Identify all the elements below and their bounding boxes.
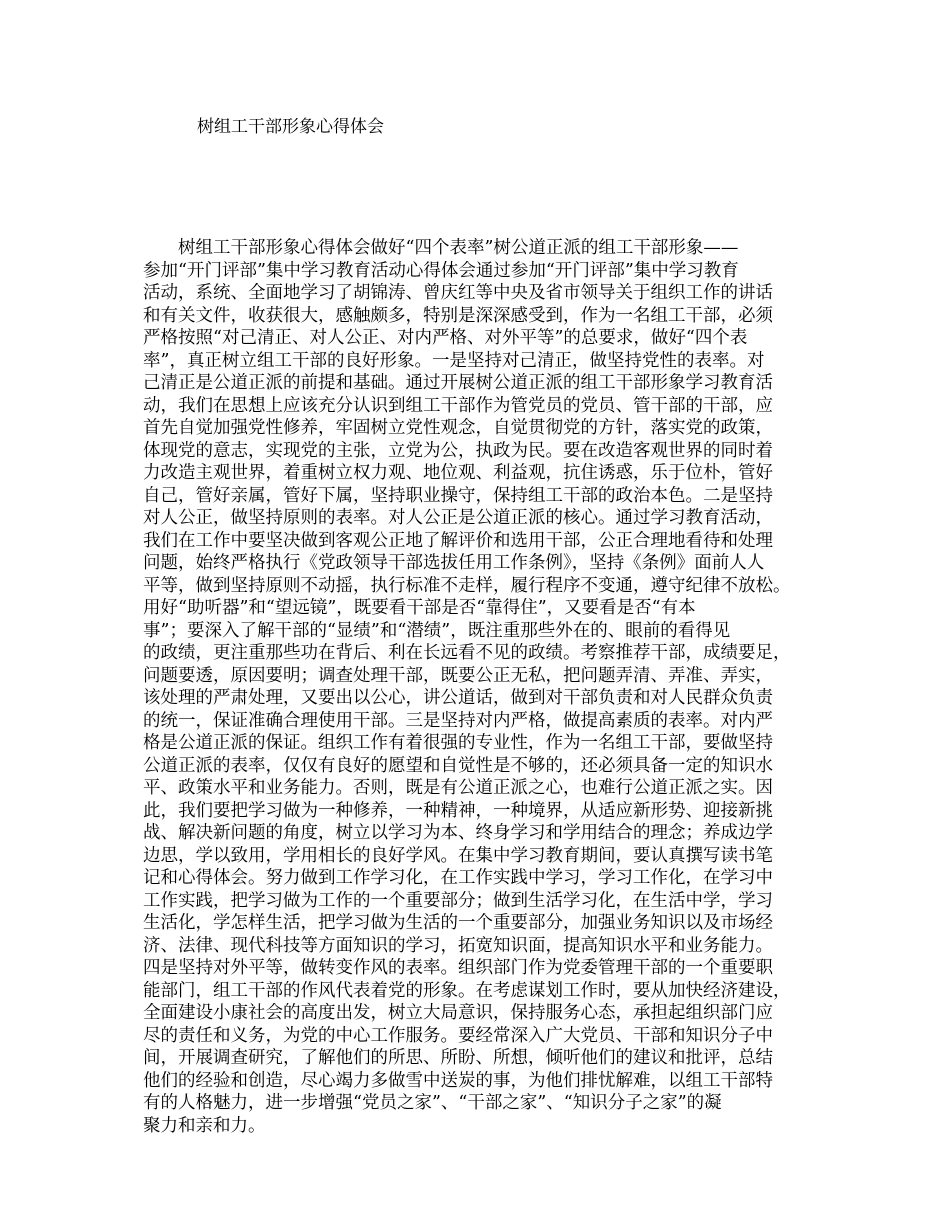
body-text-line: 问题要透，原因要明；调查处理干部，既要公正无私，把问题弄清、弄准、弄实， [143, 665, 773, 686]
body-text-line: 公道正派的表率，仅仅有良好的愿望和自觉性是不够的，还必须具备一定的知识水 [143, 755, 773, 776]
body-text-line: 战、解决新问题的角度，树立以学习为本、终身学习和学用结合的理念；养成边学 [143, 823, 773, 843]
body-text-line: 平、政策水平和业务能力。否则，既是有公道正派之心，也难行公道正派之实。因 [143, 778, 773, 798]
document-body [143, 237, 815, 1137]
body-text-line: 尽的责任和义务，为党的中心工作服务。要经常深入广大党员、干部和知识分子中 [143, 1025, 773, 1046]
body-text-line: 首先自觉加强党性修养，牢固树立党性观念，自觉贯彻党的方针，落实党的政策， [143, 418, 773, 438]
body-text-line: 平等，做到坚持原则不动摇，执行标准不走样，履行程序不变通，遵守纪律不放松。 [143, 575, 791, 596]
body-text-line: 活动，系统、全面地学习了胡锦涛、曾庆红等中央及省市领导关于组织工作的讲话 [143, 283, 773, 303]
body-text-line: 体现党的意志，实现党的主张，立党为公，执政为民。要在改造客观世界的同时着 [143, 440, 773, 461]
body-text-line: 生活化，学怎样生活，把学习做为生活的一个重要部分，加强业务知识以及市场经 [143, 913, 773, 933]
body-text-line: 济、法律、现代科技等方面知识的学习，拓宽知识面，提高知识水平和业务能力。 [143, 935, 773, 956]
body-text-line: 己清正是公道正派的前提和基础。通过开展树公道正派的组工干部形象学习教育活 [143, 373, 773, 393]
body-text-line: 全面建设小康社会的高度出发，树立大局意识，保持服务心态，承担起组织部门应 [143, 1003, 773, 1023]
body-text-line: 有的人格魅力，进一步增强“党员之家”、“干部之家”、“知识分子之家”的凝 [143, 1093, 722, 1113]
body-text-line: 动，我们在思想上应该充分认识到组工干部作为管党员的党员、管干部的干部，应 [143, 395, 773, 416]
body-text-line: 自己，管好亲属，管好下属，坚持职业操守，保持组工干部的政治本色。二是坚持 [143, 485, 773, 506]
body-text-line: 四是坚持对外平等，做转变作风的表率。组织部门作为党委管理干部的一个重要职 [143, 958, 773, 978]
body-text-line: 记和心得体会。努力做到工作学习化，在工作实践中学习，学习工作化，在学习中 [143, 868, 773, 888]
body-text-line: 格是公道正派的保证。组织工作有着很强的专业性，作为一名组工干部，要做坚持 [143, 733, 773, 753]
body-text-line: 聚力和亲和力。 [143, 1115, 266, 1136]
body-text-line: 对人公正，做坚持原则的表率。对人公正是公道正派的核心。通过学习教育活动， [143, 508, 773, 528]
body-text-line: 间，开展调查研究，了解他们的所思、所盼、所想，倾听他们的建议和批评，总结 [143, 1048, 773, 1068]
body-text-line: 率”，真正树立组工干部的良好形象。一是坚持对己清正，做坚持党性的表率。对 [143, 350, 765, 371]
body-text-line: 边思，学以致用，学用相长的良好学风。在集中学习教育期间，要认真撰写读书笔 [143, 845, 773, 866]
document-title: 树组工干部形象心得体会 [197, 117, 384, 137]
body-text-line: 事”；要深入了解干部的“显绩”和“潜绩”，既注重那些外在的、眼前的看得见 [143, 620, 731, 641]
body-text-line: 严格按照“对己清正、对人公正、对内严格、对外平等”的总要求，做好“四个表 [143, 328, 748, 348]
body-text-line: 他们的经验和创造，尽心竭力多做雪中送炭的事，为他们排忧解难，以组工干部特 [143, 1070, 773, 1091]
body-text-line: 参加“开门评部”集中学习教育活动心得体会通过参加“开门评部”集中学习教育 [143, 260, 739, 281]
body-text-line: 和有关文件，收获很大，感触颇多，特别是深深感受到，作为一名组工干部，必须 [143, 305, 773, 326]
body-text-line: 此，我们要把学习做为一种修养，一种精神，一种境界，从适应新形势、迎接新挑 [143, 800, 773, 821]
body-text-line: 树组工干部形象心得体会做好“四个表率”树公道正派的组工干部形象—— [178, 238, 739, 258]
body-text-line: 工作实践，把学习做为工作的一个重要部分；做到生活学习化，在生活中学，学习 [143, 890, 773, 911]
body-text-line: 问题，始终严格执行《党政领导干部选拔任用工作条例》，坚持《条例》面前人人 [143, 553, 765, 573]
body-text-line: 力改造主观世界，着重树立权力观、地位观、利益观，抗住诱惑，乐于位朴，管好 [143, 463, 773, 483]
body-text-line: 我们在工作中要坚决做到客观公正地了解评价和选用干部，公正合理地看待和处理 [143, 530, 773, 551]
body-text-line: 该处理的严肃处理，又要出以公心，讲公道话，做到对干部负责和对人民群众负责 [143, 688, 773, 708]
body-text-line: 的政绩，更注重那些功在背后、利在长远看不见的政绩。考察推荐干部，成绩要足， [143, 643, 791, 663]
body-text-line: 能部门，组工干部的作风代表着党的形象。在考虑谋划工作时，要从加快经济建设， [143, 980, 791, 1001]
body-text-line: 用好“助听器”和“望远镜”，既要看干部是否“靠得住”，又要看是否“有本 [143, 598, 696, 618]
body-text-line: 的统一，保证准确合理使用干部。三是坚持对内严格，做提高素质的表率。对内严 [143, 710, 773, 731]
